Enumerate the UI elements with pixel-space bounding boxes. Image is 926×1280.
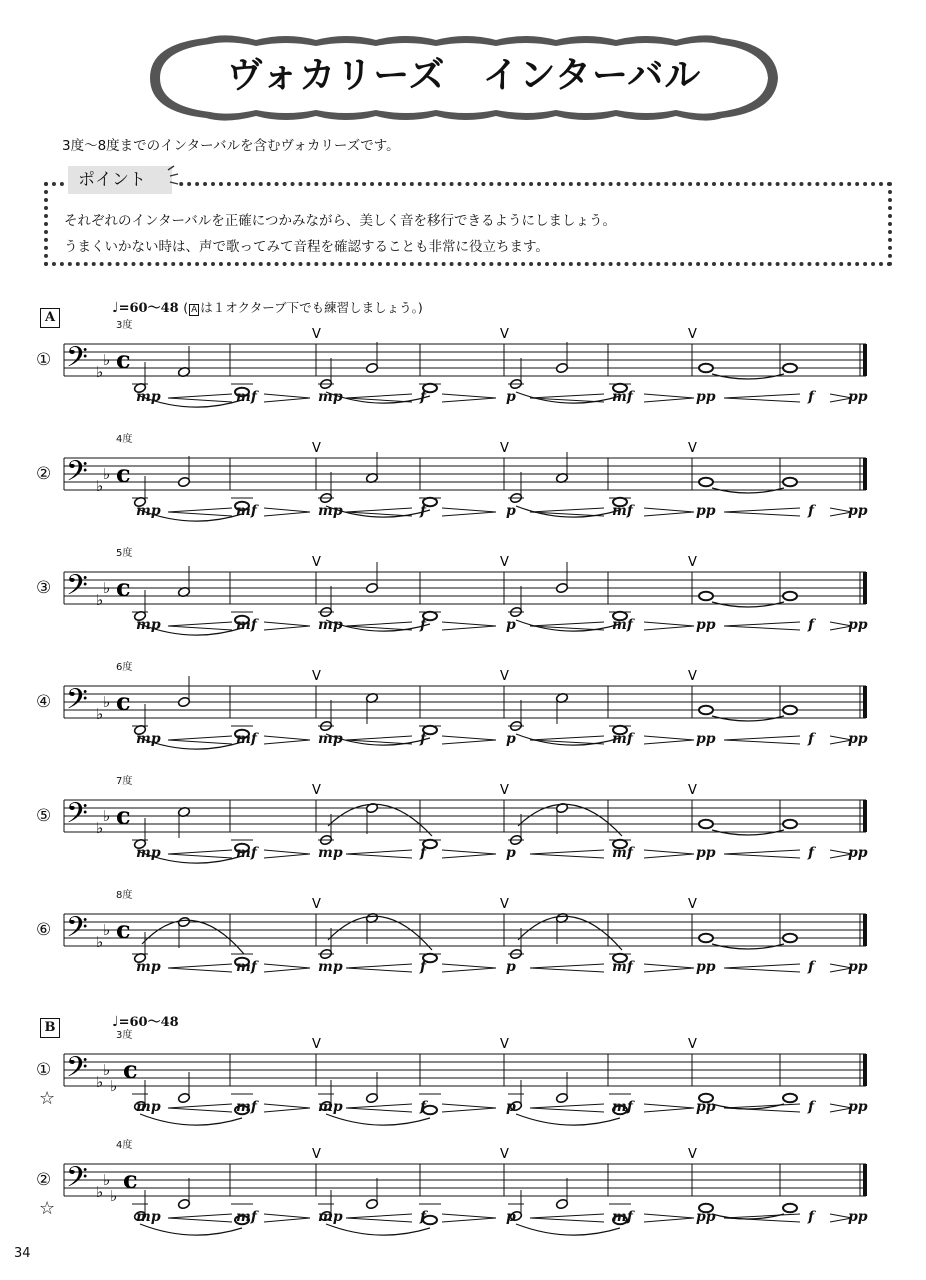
spark-icon — [164, 164, 184, 190]
flat-icon: ♭ — [96, 705, 104, 723]
final-thick-line — [863, 800, 867, 832]
crescendo-hairpin — [724, 508, 800, 516]
breath-mark-icon: V — [688, 1037, 697, 1052]
dynamic-marking: mf — [612, 959, 633, 975]
crescendo-hairpin — [530, 850, 604, 858]
flat-icon: ♭ — [103, 921, 111, 939]
dynamic-marking: f — [420, 845, 427, 861]
whole-note — [783, 934, 797, 942]
breath-mark-icon: V — [500, 441, 509, 456]
dynamic-marking: f — [808, 389, 815, 405]
crescendo-hairpin — [724, 622, 800, 630]
decrescendo-hairpin — [644, 394, 694, 402]
dynamic-marking: mf — [236, 617, 257, 633]
crescendo-hairpin — [346, 1104, 412, 1112]
decrescendo-hairpin — [644, 622, 694, 630]
intro-text: 3度～8度までのインターバルを含むヴォカリーズです。 — [62, 138, 400, 154]
point-label: ポイント — [68, 166, 172, 194]
breath-mark-icon: V — [500, 783, 509, 798]
dynamic-marking: mf — [612, 617, 633, 633]
dynamic-marking: f — [420, 731, 427, 747]
dynamic-marking: pp — [696, 389, 716, 405]
decrescendo-hairpin — [264, 508, 310, 516]
bass-clef-icon: 𝄢 — [66, 911, 88, 951]
whole-note — [783, 478, 797, 486]
dynamic-marking: pp — [696, 731, 716, 747]
interval-label: 4度 — [116, 434, 133, 445]
interval-label: 3度 — [116, 320, 133, 331]
dynamic-marking: pp — [848, 389, 868, 405]
breath-mark-icon: V — [312, 783, 321, 798]
dynamic-marking: mf — [236, 389, 257, 405]
common-time-icon: c — [123, 1165, 138, 1194]
dynamic-marking: mf — [236, 1099, 257, 1115]
dynamic-marking: f — [808, 845, 815, 861]
breath-mark-icon: V — [312, 327, 321, 342]
dynamic-marking: mp — [136, 1099, 161, 1115]
dynamic-marking: mp — [318, 617, 343, 633]
slur — [328, 916, 432, 950]
crescendo-hairpin — [168, 850, 232, 858]
slur — [140, 1224, 242, 1235]
slur — [516, 1224, 620, 1235]
dynamic-marking: pp — [696, 617, 716, 633]
whole-note — [783, 592, 797, 600]
bass-clef-icon: 𝄢 — [66, 569, 88, 609]
dynamic-marking: pp — [848, 503, 868, 519]
crescendo-hairpin — [168, 622, 232, 630]
dynamic-marking: f — [808, 731, 815, 747]
whole-note — [783, 364, 797, 372]
bass-clef-icon: 𝄢 — [66, 1161, 88, 1201]
whole-note — [699, 706, 713, 714]
bass-clef-icon: 𝄢 — [66, 683, 88, 723]
dynamic-marking: f — [808, 959, 815, 975]
point-line: それぞれのインターバルを正確につかみながら、美しく音を移行できるようにしましょう。 — [64, 213, 617, 229]
common-time-icon: c — [116, 687, 131, 716]
crescendo-hairpin — [346, 850, 412, 858]
dynamic-marking: mp — [318, 503, 343, 519]
tempo-marking: =60～48 — [118, 301, 179, 316]
dynamic-marking: p — [506, 1099, 516, 1115]
slur — [142, 920, 244, 954]
quarter-note-icon: ♩ — [112, 1014, 119, 1030]
breath-mark-icon: V — [688, 441, 697, 456]
decrescendo-hairpin — [442, 1214, 496, 1222]
crescendo-hairpin — [168, 508, 232, 516]
dynamic-marking: mp — [136, 1209, 161, 1225]
decrescendo-hairpin — [644, 964, 694, 972]
slur — [518, 916, 622, 950]
dynamic-marking: f — [420, 503, 427, 519]
common-time-icon: c — [116, 801, 131, 830]
flat-icon: ♭ — [96, 933, 104, 951]
whole-note — [783, 1204, 797, 1212]
breath-mark-icon: V — [312, 1147, 321, 1162]
exercise-number: ⑥ — [36, 920, 52, 940]
flat-icon: ♭ — [96, 1183, 104, 1201]
whole-note — [783, 1094, 797, 1102]
common-time-icon: c — [123, 1055, 138, 1084]
crescendo-hairpin — [168, 964, 232, 972]
title-banner — [146, 30, 782, 126]
crescendo-hairpin — [168, 1104, 232, 1112]
crescendo-hairpin — [530, 622, 604, 630]
flat-icon: ♭ — [103, 693, 111, 711]
breath-mark-icon: V — [688, 783, 697, 798]
final-thick-line — [863, 686, 867, 718]
crescendo-hairpin — [724, 736, 800, 744]
crescendo-hairpin — [168, 736, 232, 744]
dynamic-marking: p — [506, 503, 516, 519]
decrescendo-hairpin — [442, 736, 496, 744]
dynamic-marking: mf — [236, 959, 257, 975]
flat-icon: ♭ — [103, 351, 111, 369]
exercise-number: ⑤ — [36, 806, 52, 826]
breath-mark-icon: V — [500, 897, 509, 912]
dynamic-marking: mp — [136, 503, 161, 519]
dynamic-marking: mp — [318, 845, 343, 861]
page-title: ヴォカリーズ インターバル — [226, 55, 702, 96]
final-thick-line — [863, 572, 867, 604]
whole-note — [699, 934, 713, 942]
flat-icon: ♭ — [96, 819, 104, 837]
interval-label: 4度 — [116, 1140, 133, 1151]
dynamic-marking: mf — [612, 845, 633, 861]
common-time-icon: c — [116, 345, 131, 374]
flat-icon: ♭ — [96, 1073, 104, 1091]
dynamic-marking: pp — [848, 959, 868, 975]
crescendo-hairpin — [168, 1214, 232, 1222]
breath-mark-icon: V — [500, 327, 509, 342]
breath-mark-icon: V — [688, 669, 697, 684]
bass-clef-icon: 𝄢 — [66, 1051, 88, 1091]
quarter-note-icon: ♩ — [112, 300, 119, 316]
interval-label: 5度 — [116, 548, 133, 559]
section-a-label: A — [40, 308, 60, 328]
flat-icon: ♭ — [96, 591, 104, 609]
page-number: 34 — [14, 1246, 31, 1261]
decrescendo-hairpin — [442, 508, 496, 516]
flat-icon: ♭ — [103, 1061, 111, 1079]
dynamic-marking: mp — [318, 389, 343, 405]
dynamic-marking: f — [808, 617, 815, 633]
decrescendo-hairpin — [644, 508, 694, 516]
crescendo-hairpin — [724, 964, 800, 972]
breath-mark-icon: V — [688, 897, 697, 912]
dynamic-marking: f — [808, 1209, 815, 1225]
breath-mark-icon: V — [688, 327, 697, 342]
final-thick-line — [863, 458, 867, 490]
exercise-number: ③ — [36, 578, 52, 598]
crescendo-hairpin — [724, 850, 800, 858]
dynamic-marking: mf — [612, 503, 633, 519]
dynamic-marking: p — [506, 731, 516, 747]
dynamic-marking: pp — [696, 1209, 716, 1225]
whole-note — [699, 364, 713, 372]
exercise-number: ④ — [36, 692, 52, 712]
final-thick-line — [863, 914, 867, 946]
flat-icon: ♭ — [103, 807, 111, 825]
dynamic-marking: mp — [136, 731, 161, 747]
crescendo-hairpin — [530, 1214, 604, 1222]
final-thick-line — [863, 344, 867, 376]
dynamic-marking: f — [420, 389, 427, 405]
tempo-marking: =60～48 — [118, 1015, 179, 1030]
dynamic-marking: pp — [848, 1209, 868, 1225]
flat-icon: ♭ — [103, 1171, 111, 1189]
crescendo-hairpin — [168, 394, 232, 402]
bass-clef-icon: 𝄢 — [66, 341, 88, 381]
breath-mark-icon: V — [688, 555, 697, 570]
dynamic-marking: mf — [612, 1099, 633, 1115]
dynamic-marking: pp — [696, 845, 716, 861]
dynamic-marking: pp — [696, 959, 716, 975]
breath-mark-icon: V — [500, 669, 509, 684]
dynamic-marking: p — [506, 389, 516, 405]
interval-label: 6度 — [116, 662, 133, 673]
crescendo-hairpin — [530, 508, 604, 516]
decrescendo-hairpin — [644, 1214, 694, 1222]
dynamic-marking: mp — [318, 1099, 343, 1115]
dynamic-marking: mp — [136, 959, 161, 975]
decrescendo-hairpin — [442, 850, 496, 858]
decrescendo-hairpin — [264, 964, 310, 972]
flat-icon: ♭ — [103, 465, 111, 483]
dynamic-marking: mf — [236, 731, 257, 747]
dynamic-marking: mf — [236, 845, 257, 861]
bass-clef-icon: 𝄢 — [66, 455, 88, 495]
dynamic-marking: mp — [136, 845, 161, 861]
dynamic-marking: mf — [612, 1209, 633, 1225]
dynamic-marking: f — [420, 1099, 427, 1115]
dynamic-marking: mp — [318, 959, 343, 975]
flat-icon: ♭ — [96, 477, 104, 495]
dynamic-marking: mp — [318, 1209, 343, 1225]
breath-mark-icon: V — [312, 897, 321, 912]
common-time-icon: c — [116, 459, 131, 488]
dynamic-marking: pp — [848, 617, 868, 633]
dynamic-marking: mf — [612, 731, 633, 747]
flat-icon: ♭ — [103, 579, 111, 597]
dynamic-marking: mf — [236, 503, 257, 519]
section-b-label: B — [40, 1018, 60, 1038]
decrescendo-hairpin — [644, 736, 694, 744]
crescendo-hairpin — [530, 964, 604, 972]
decrescendo-hairpin — [264, 622, 310, 630]
bass-clef-icon: 𝄢 — [66, 797, 88, 837]
dynamic-marking: p — [506, 959, 516, 975]
crescendo-hairpin — [530, 394, 604, 402]
dynamic-marking: pp — [696, 1099, 716, 1115]
decrescendo-hairpin — [442, 622, 496, 630]
decrescendo-hairpin — [442, 1104, 496, 1112]
whole-note — [783, 820, 797, 828]
whole-note — [783, 706, 797, 714]
whole-note — [699, 820, 713, 828]
breath-mark-icon: V — [500, 1147, 509, 1162]
crescendo-hairpin — [346, 1214, 412, 1222]
dynamic-marking: p — [506, 617, 516, 633]
exercise-number: ② — [36, 464, 52, 484]
final-thick-line — [863, 1054, 867, 1086]
dynamic-marking: mf — [612, 389, 633, 405]
star-icon: ☆ — [39, 1088, 56, 1109]
dynamic-marking: f — [420, 1209, 427, 1225]
decrescendo-hairpin — [264, 736, 310, 744]
decrescendo-hairpin — [442, 394, 496, 402]
breath-mark-icon: V — [312, 669, 321, 684]
dynamic-marking: p — [506, 1209, 516, 1225]
dynamic-marking: pp — [848, 1099, 868, 1115]
star-icon: ☆ — [39, 1198, 56, 1219]
breath-mark-icon: V — [500, 555, 509, 570]
tempo-note-prefix: ( — [183, 300, 189, 315]
dynamic-marking: f — [808, 1099, 815, 1115]
breath-mark-icon: V — [688, 1147, 697, 1162]
dynamic-marking: mp — [136, 617, 161, 633]
section-ref-box: A — [191, 305, 198, 315]
exercise-number: ① — [36, 1060, 52, 1080]
breath-mark-icon: V — [312, 441, 321, 456]
common-time-icon: c — [116, 915, 131, 944]
dynamic-marking: f — [420, 617, 427, 633]
whole-note — [699, 592, 713, 600]
interval-label: 8度 — [116, 890, 133, 901]
decrescendo-hairpin — [264, 394, 310, 402]
dynamic-marking: pp — [848, 845, 868, 861]
dynamic-marking: f — [420, 959, 427, 975]
decrescendo-hairpin — [264, 1104, 310, 1112]
decrescendo-hairpin — [442, 964, 496, 972]
interval-label: 7度 — [116, 776, 133, 787]
dynamic-marking: p — [506, 845, 516, 861]
crescendo-hairpin — [346, 964, 412, 972]
flat-icon: ♭ — [110, 1077, 118, 1095]
exercise-number: ② — [36, 1170, 52, 1190]
final-thick-line — [863, 1164, 867, 1196]
crescendo-hairpin — [724, 394, 800, 402]
dynamic-marking: mf — [236, 1209, 257, 1225]
slur — [326, 1224, 430, 1235]
decrescendo-hairpin — [644, 850, 694, 858]
decrescendo-hairpin — [644, 1104, 694, 1112]
decrescendo-hairpin — [264, 850, 310, 858]
dynamic-marking: pp — [696, 503, 716, 519]
exercise-number: ① — [36, 350, 52, 370]
common-time-icon: c — [116, 573, 131, 602]
interval-label: 3度 — [116, 1030, 133, 1041]
tempo-note-text: は１オクターブ下でも練習しましょう。) — [200, 300, 423, 315]
slur — [328, 804, 432, 836]
crescendo-hairpin — [530, 736, 604, 744]
dynamic-marking: mp — [136, 389, 161, 405]
slur — [518, 804, 622, 836]
breath-mark-icon: V — [500, 1037, 509, 1052]
breath-mark-icon: V — [312, 555, 321, 570]
dynamic-marking: pp — [848, 731, 868, 747]
dynamic-marking: f — [808, 503, 815, 519]
decrescendo-hairpin — [264, 1214, 310, 1222]
whole-note — [699, 478, 713, 486]
crescendo-hairpin — [530, 1104, 604, 1112]
point-line: うまくいかない時は、声で歌ってみて音程を確認することも非常に役立ちます。 — [64, 239, 549, 255]
dynamic-marking: mp — [318, 731, 343, 747]
flat-icon: ♭ — [96, 363, 104, 381]
breath-mark-icon: V — [312, 1037, 321, 1052]
flat-icon: ♭ — [110, 1187, 118, 1205]
